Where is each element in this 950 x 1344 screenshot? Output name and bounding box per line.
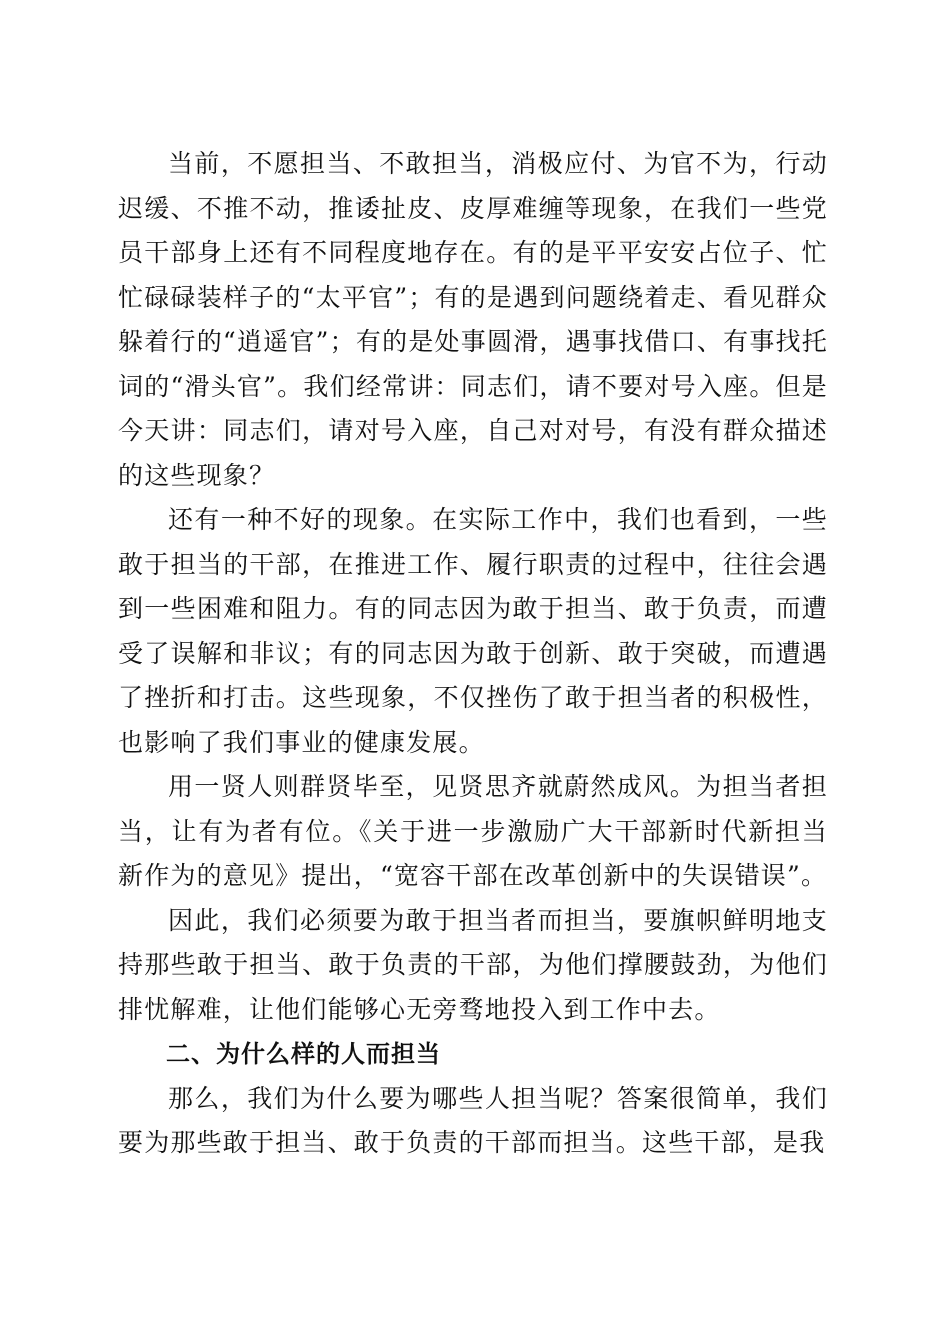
document-body [118,142,828,1166]
paragraph-2: 还有一种不好的现象。在实际工作中，我们也看到，一些敢于担当的干部，在推进工作、履行职责的过程中，往往会遇到一些困难和阻力。有的同志因为敢于担当、敢于负责，而遭受了误解和非议；有的同志因为敢于创新、敢于突破，而遭遇了挫折和打击。这些现象，不仅挫伤了敢于担当者的积极性，也影响了我们事业的健康发展。 [118,505,828,757]
section-heading: 二、为什么样的人而担当 [166,1040,441,1068]
paragraph-1: 当前，不愿担当、不敢担当，消极应付、为官不为，行动迟缓、不推不动，推诿扯皮、皮厚难缠等现象，在我们一些党员干部身上还有不同程度地存在。有的是平平安安占位子、忙忙碌碌装样子的“太平官”；有的是遇到问题绕着走、看见群众躲着行的“逍遥官”；有的是处事圆滑，遇事找借口、有事找托词的“滑头官”。我们经常讲：同志们，请不要对号入座。但是今天讲：同志们，请对号入座，自己对对号，有没有群众描述的这些现象？ [118,149,828,490]
paragraph-5: 那么，我们为什么要为哪些人担当呢？答案很简单，我们要为那些敢于担当、敢于负责的干部而担当。这些干部，是我 [118,1083,828,1157]
paragraph-3: 用一贤人则群贤毕至，见贤思齐就蔚然成风。为担当者担当，让有为者有位。《关于进一步激励广大干部新时代新担当新作为的意见》提出，“宽容干部在改革创新中的失误错误”。 [118,772,828,890]
paragraph-4: 因此，我们必须要为敢于担当者而担当，要旗帜鲜明地支持那些敢于担当、敢于负责的干部，为他们撑腰鼓劲，为他们排忧解难，让他们能够心无旁骛地投入到工作中去。 [118,905,828,1024]
